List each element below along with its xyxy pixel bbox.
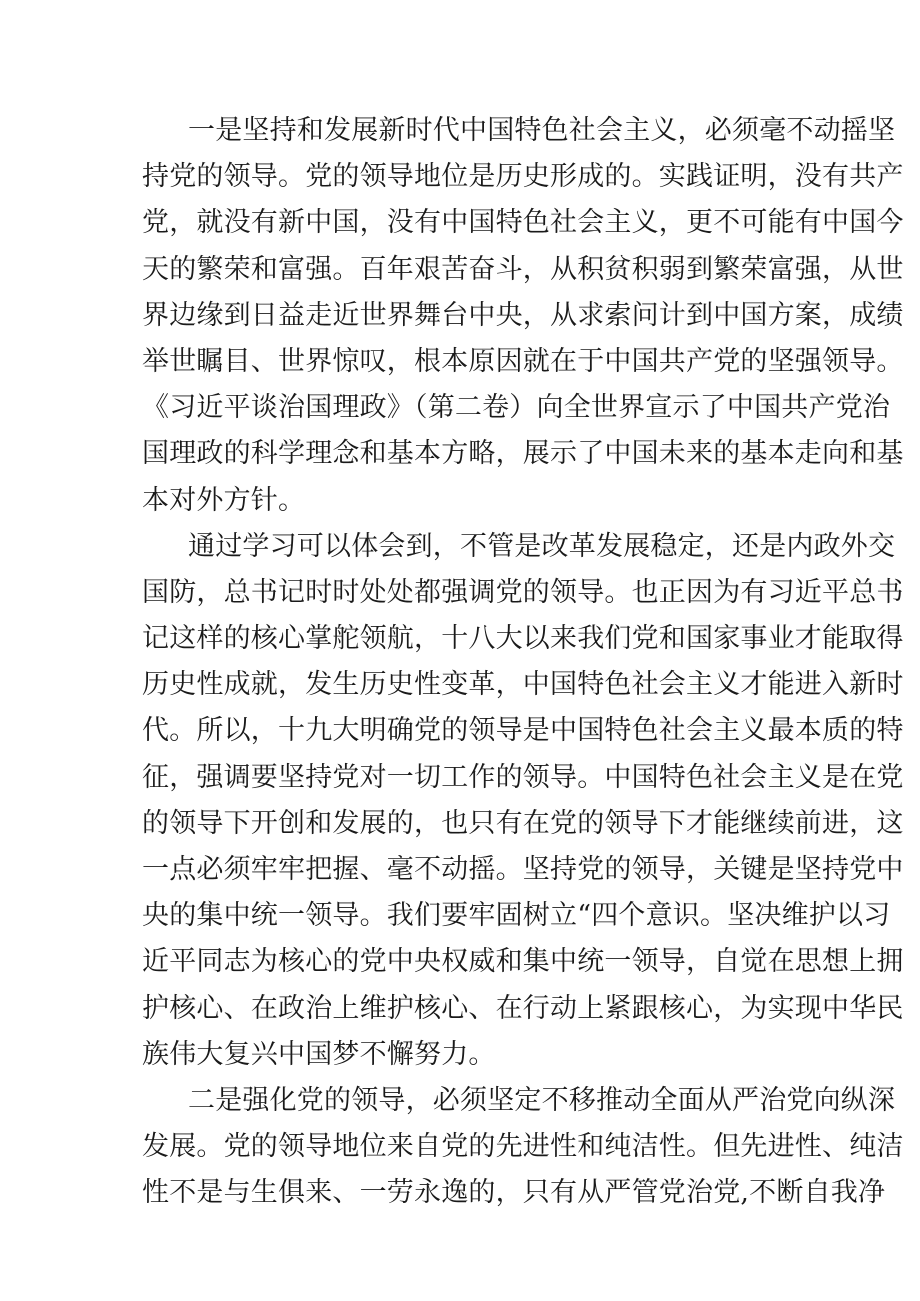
paragraph-3-line-3: 性不是与生俱来、一劳永逸的，只有从严管党治党,不断自我净: [142, 1177, 886, 1209]
paragraph-1-line-5: 界边缘到日益走近世界舞台中央，从求索问计到中国方案，成绩: [142, 299, 904, 331]
paragraph-1-line-2: 持党的领导。党的领导地位是历史形成的。实践证明，没有共产: [142, 161, 904, 193]
paragraph-3-line-1: 二是强化党的领导，必须坚定不移推动全面从严治党向纵深: [188, 1084, 896, 1116]
paragraph-1-line-7: 《习近平谈治国理政》（第二卷）向全世界宣示了中国共产党治: [142, 392, 891, 424]
paragraph-2-line-3: 记这样的核心掌舵领航，十八大以来我们党和国家事业才能取得: [142, 623, 904, 655]
paragraph-2-line-11: 护核心、在政治上维护核心、在行动上紧跟核心，为实现中华民: [142, 992, 904, 1024]
paragraph-2-line-4: 历史性成就，发生历史性变革，中国特色社会主义才能进入新时: [142, 669, 904, 701]
paragraph-1-line-6: 举世瞩目、世界惊叹，根本原因就在于中国共产党的坚强领导。: [142, 345, 904, 377]
paragraph-1-line-1: 一是坚持和发展新时代中国特色社会主义，必须毫不动摇坚: [188, 115, 896, 146]
paragraph-2-line-10: 近平同志为核心的党中央权威和集中统一领导，自觉在思想上拥: [142, 946, 904, 978]
paragraph-2-line-8: 一点必须牢牢把握、毫不动摇。坚持党的领导，关键是坚持党中: [142, 854, 904, 885]
paragraph-1-line-9: 本对外方针。: [142, 484, 306, 516]
paragraph-2-line-2: 国防，总书记时时处处都强调党的领导。也正因为有习近平总书: [142, 576, 904, 608]
paragraph-1-line-3: 党，就没有新中国，没有中国特色社会主义，更不可能有中国今: [142, 207, 904, 239]
paragraph-2-line-12: 族伟大复兴中国梦不懈努力。: [142, 1038, 496, 1070]
paragraph-1-line-8: 国理政的科学理念和基本方略，展示了中国未来的基本走向和基: [142, 438, 904, 470]
paragraph-1-line-4: 天的繁荣和富强。百年艰苦奋斗，从积贫积弱到繁荣富强，从世: [142, 253, 904, 285]
paragraph-2-line-6: 征，强调要坚持党对一切工作的领导。中国特色社会主义是在党: [142, 761, 904, 793]
paragraph-2-line-1: 通过学习可以体会到，不管是改革发展稳定，还是内政外交: [188, 530, 896, 562]
body-text: [142, 108, 904, 1217]
paragraph-2-line-5: 代。所以，十九大明确党的领导是中国特色社会主义最本质的特: [142, 715, 904, 747]
paragraph-2-line-9: 央的集中统一领导。我们要牢固树立“四个意识。坚决维护以习: [142, 900, 891, 932]
paragraph-3-line-2: 发展。党的领导地位来自党的先进性和纯洁性。但先进性、纯洁: [142, 1131, 904, 1163]
paragraph-2-line-7: 的领导下开创和发展的，也只有在党的领导下才能继续前进，这: [142, 807, 904, 839]
